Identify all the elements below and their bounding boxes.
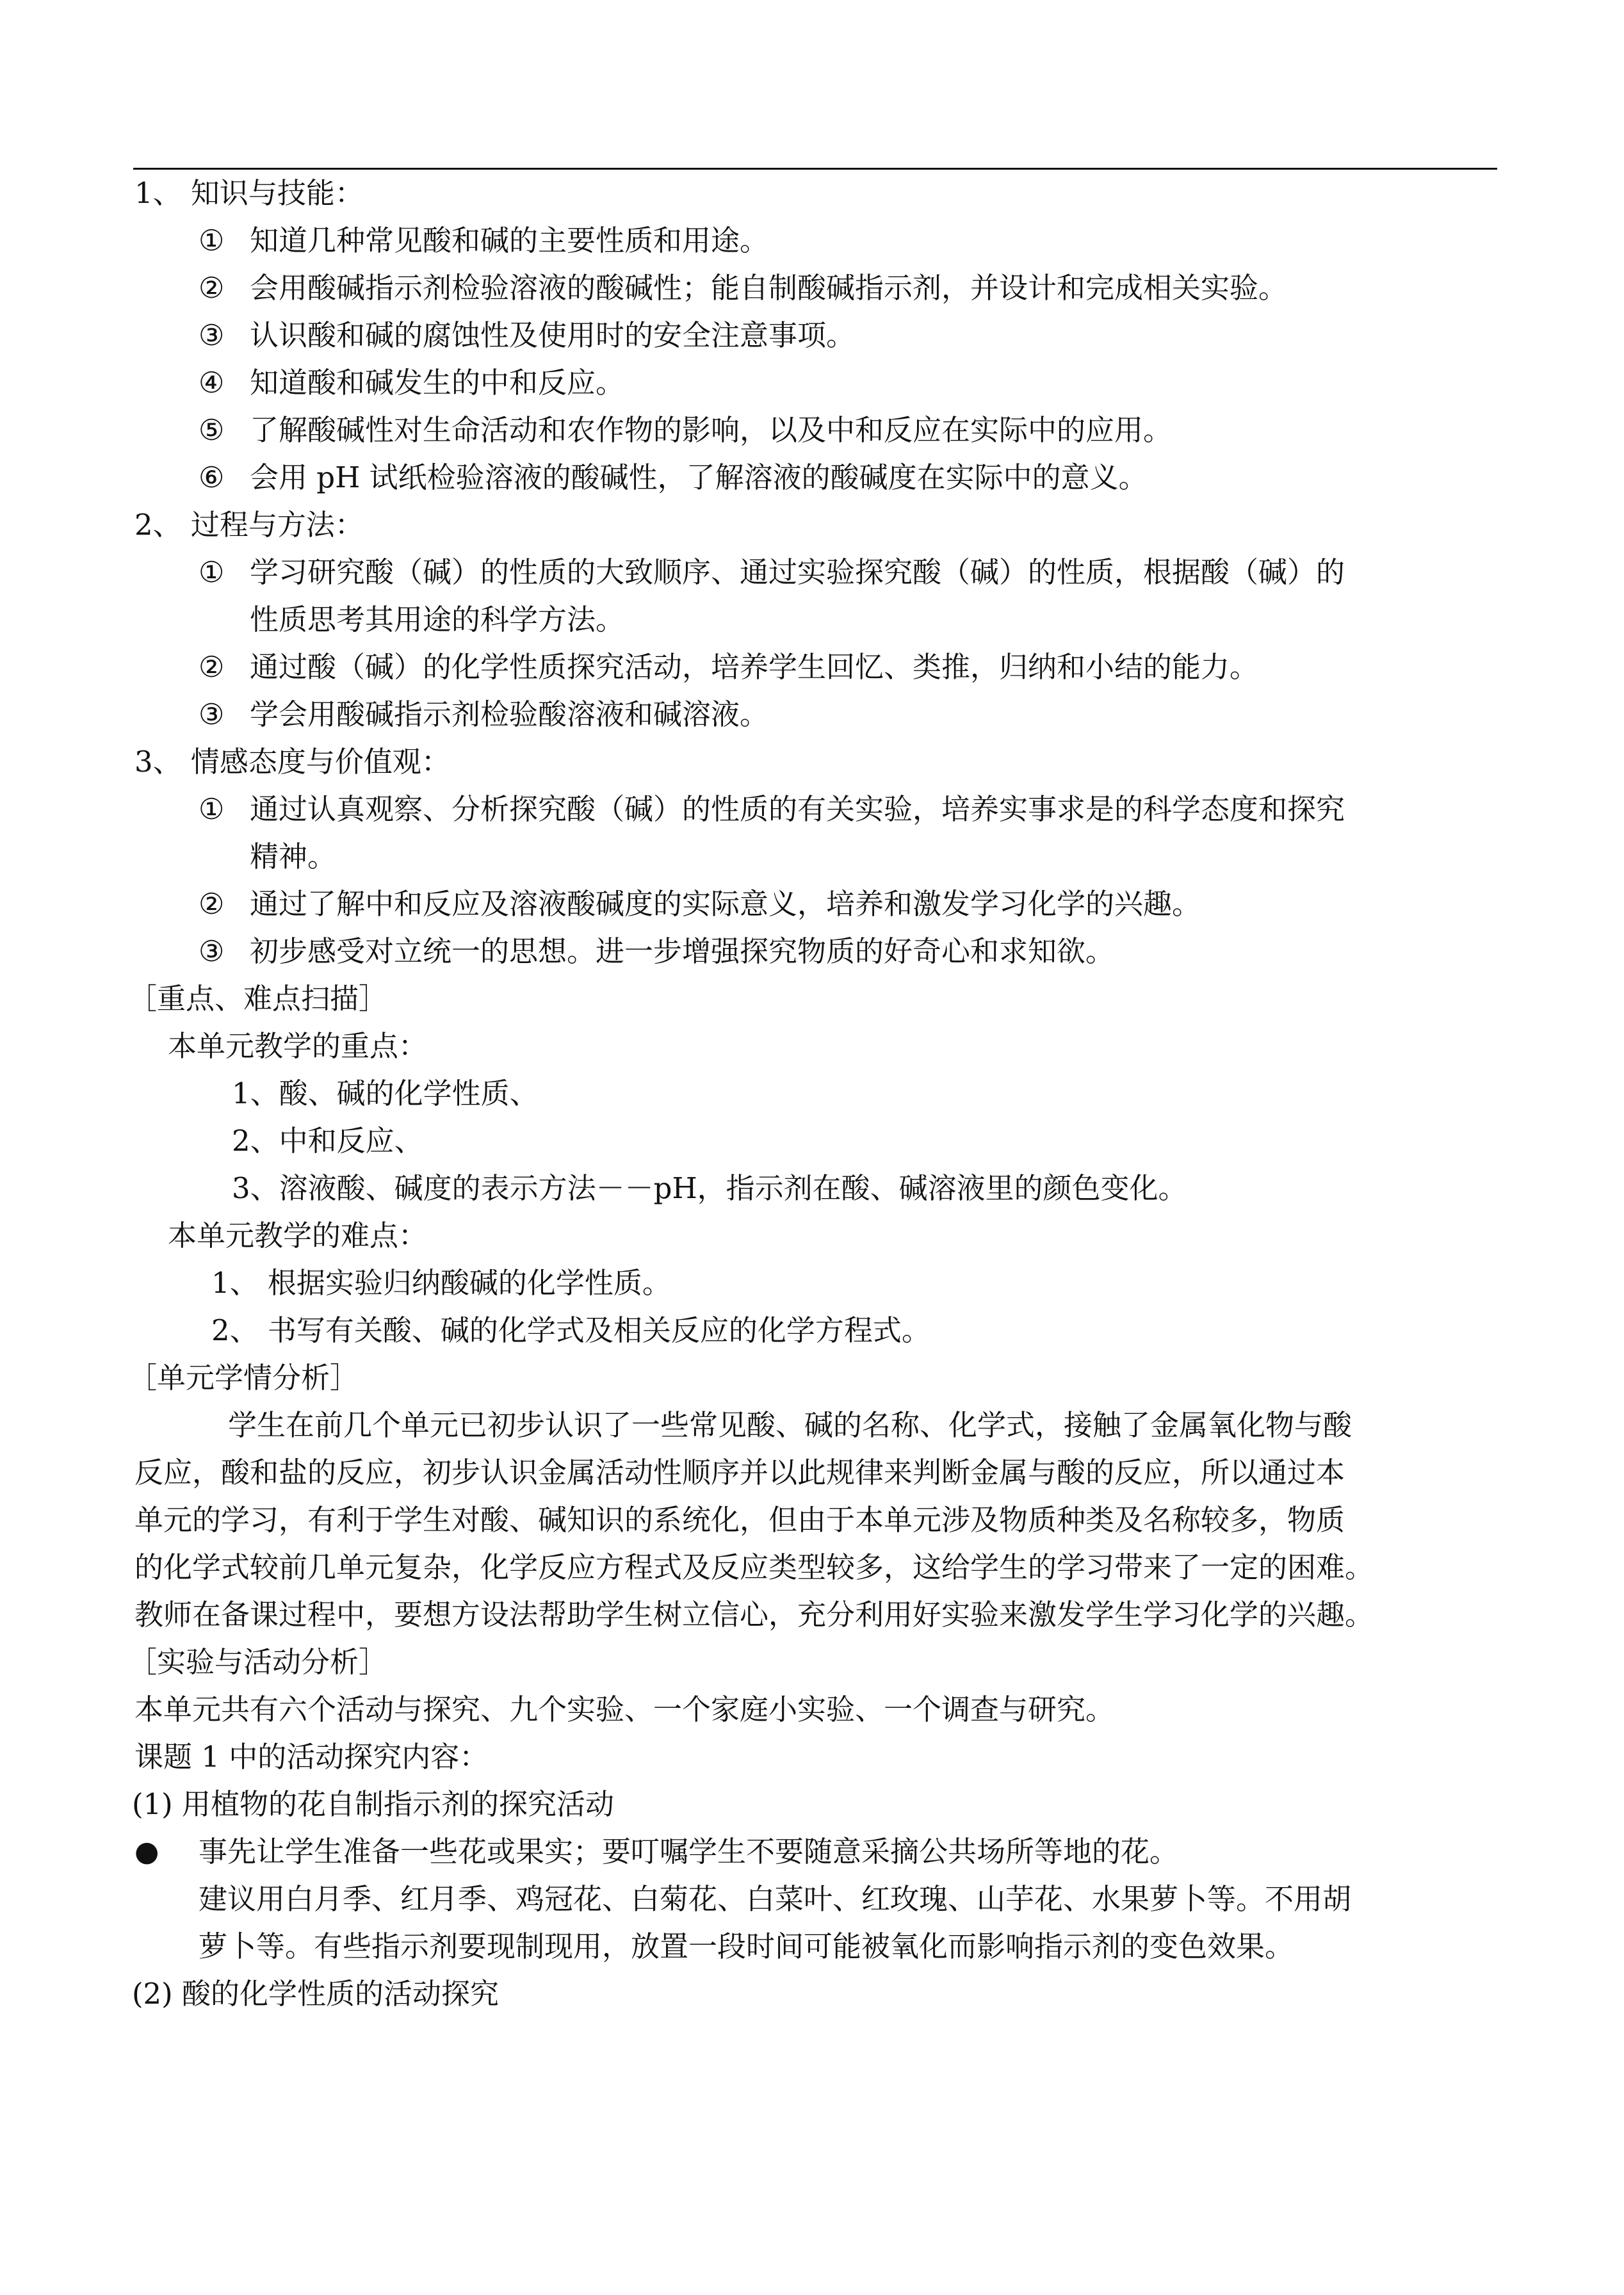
analysis-line: 学生在前几个单元已初步认识了一些常见酸、碱的名称、化学式，接触了金属氧化物与酸 bbox=[228, 1408, 1352, 1442]
header-rule bbox=[133, 168, 1497, 170]
item-marker: ③ bbox=[199, 934, 225, 968]
emotion-item-continuation: 精神。 bbox=[250, 839, 337, 873]
item-text: 了解酸碱性对生命活动和农作物的影响，以及中和反应在实际中的应用。 bbox=[250, 413, 1173, 447]
item-text: 认识酸和碱的腐蚀性及使用时的安全注意事项。 bbox=[250, 318, 856, 352]
item-marker: ① bbox=[199, 223, 225, 257]
item-marker: ② bbox=[199, 887, 225, 921]
item-text: 会用酸碱指示剂检验溶液的酸碱性；能自制酸碱指示剂，并设计和完成相关实验。 bbox=[250, 271, 1288, 305]
knowledge-item bbox=[199, 269, 1287, 307]
emotion-item bbox=[199, 932, 1114, 971]
knowledge-item bbox=[199, 364, 624, 402]
item-marker: ② bbox=[199, 271, 225, 305]
item-text: 初步感受对立统一的思想。进一步增强探究物质的好奇心和求知欲。 bbox=[250, 934, 1115, 968]
item-marker: ① bbox=[199, 792, 225, 826]
item-marker: ① bbox=[199, 555, 225, 589]
suggestion-line: 萝卜等。有些指示剂要现制现用，放置一段时间可能被氧化而影响指示剂的变色效果。 bbox=[199, 1929, 1294, 1963]
difficulty-item: 2、 书写有关酸、碱的化学式及相关反应的化学方程式。 bbox=[211, 1313, 930, 1347]
analysis-line: 反应，酸和盐的反应，初步认识金属活动性顺序并以此规律来判断金属与酸的反应，所以通过本 bbox=[134, 1456, 1345, 1489]
process-item bbox=[199, 695, 768, 734]
knowledge-item bbox=[199, 316, 855, 355]
knowledge-item bbox=[199, 458, 1148, 497]
activity-item: (2) 酸的化学性质的活动探究 bbox=[132, 1977, 499, 2011]
knowledge-item bbox=[199, 411, 1172, 450]
knowledge-item bbox=[199, 222, 768, 260]
item-text: 学会用酸碱指示剂检验酸溶液和碱溶液。 bbox=[250, 697, 769, 731]
section-knowledge-title: 1、 知识与技能： bbox=[134, 176, 364, 210]
item-text: 知道几种常见酸和碱的主要性质和用途。 bbox=[250, 223, 769, 257]
item-text: 通过酸（碱）的化学性质探究活动，培养学生回忆、类推，归纳和小结的能力。 bbox=[250, 650, 1259, 684]
item-marker: ③ bbox=[199, 697, 225, 731]
item-text: 通过了解中和反应及溶液酸碱度的实际意义，培养和激发学习化学的兴趣。 bbox=[250, 887, 1201, 921]
item-marker: ⑤ bbox=[199, 413, 225, 447]
bullet-text: 事先让学生准备一些花或果实；要叮嘱学生不要随意采摘公共场所等地的花。 bbox=[199, 1835, 1179, 1869]
section-emotion-title: 3、 情感态度与价值观： bbox=[134, 745, 450, 779]
focus-intro: 本单元教学的重点： bbox=[168, 1029, 428, 1063]
process-item-continuation: 性质思考其用途的科学方法。 bbox=[250, 603, 625, 637]
activities-summary: 本单元共有六个活动与探究、九个实验、一个家庭小实验、一个调查与研究。 bbox=[134, 1692, 1115, 1726]
bullet-icon: ● bbox=[134, 1835, 159, 1868]
analysis-line: 教师在备课过程中，要想方设法帮助学生树立信心，充分利用好实验来激发学生学习化学的兴趣。 bbox=[134, 1598, 1374, 1632]
item-text: 通过认真观察、分析探究酸（碱）的性质的有关实验，培养实事求是的科学态度和探究 bbox=[250, 792, 1345, 826]
item-marker: ⑥ bbox=[199, 460, 225, 494]
focus-item: 2、中和反应、 bbox=[232, 1124, 423, 1158]
item-text: 会用 pH 试纸检验溶液的酸碱性，了解溶液的酸碱度在实际中的意义。 bbox=[250, 460, 1148, 494]
focus-item: 3、溶液酸、碱度的表示方法－－pH，指示剂在酸、碱溶液里的颜色变化。 bbox=[232, 1171, 1187, 1205]
key-points-heading: ［重点、难点扫描］ bbox=[128, 982, 388, 1016]
item-marker: ② bbox=[199, 650, 225, 684]
activities-heading: ［实验与活动分析］ bbox=[128, 1645, 388, 1679]
lesson-intro: 课题 1 中的活动探究内容： bbox=[134, 1740, 489, 1774]
activity-item: (1) 用植物的花自制指示剂的探究活动 bbox=[132, 1787, 615, 1821]
process-item bbox=[199, 648, 1258, 686]
process-item bbox=[199, 553, 1345, 592]
item-marker: ③ bbox=[199, 318, 225, 352]
item-text: 学习研究酸（碱）的性质的大致顺序、通过实验探究酸（碱）的性质，根据酸（碱）的 bbox=[250, 555, 1345, 589]
section-process-title: 2、 过程与方法： bbox=[134, 508, 364, 542]
difficulty-item: 1、 根据实验归纳酸碱的化学性质。 bbox=[211, 1266, 671, 1300]
item-text: 知道酸和碱发生的中和反应。 bbox=[250, 366, 625, 400]
difficulty-intro: 本单元教学的难点： bbox=[168, 1219, 428, 1253]
emotion-item bbox=[199, 885, 1201, 923]
analysis-line: 的化学式较前几单元复杂，化学反应方程式及反应类型较多，这给学生的学习带来了一定的困难。 bbox=[134, 1550, 1374, 1584]
focus-item: 1、酸、碱的化学性质、 bbox=[232, 1076, 539, 1110]
analysis-line: 单元的学习，有利于学生对酸、碱知识的系统化，但由于本单元涉及物质种类及名称较多，物质 bbox=[134, 1503, 1345, 1537]
analysis-heading: ［单元学情分析］ bbox=[128, 1361, 359, 1395]
item-marker: ④ bbox=[199, 366, 225, 400]
suggestion-line: 建议用白月季、红月季、鸡冠花、白菊花、白菜叶、红玫瑰、山芋花、水果萝卜等。不用胡 bbox=[199, 1882, 1352, 1916]
emotion-item bbox=[199, 790, 1345, 829]
